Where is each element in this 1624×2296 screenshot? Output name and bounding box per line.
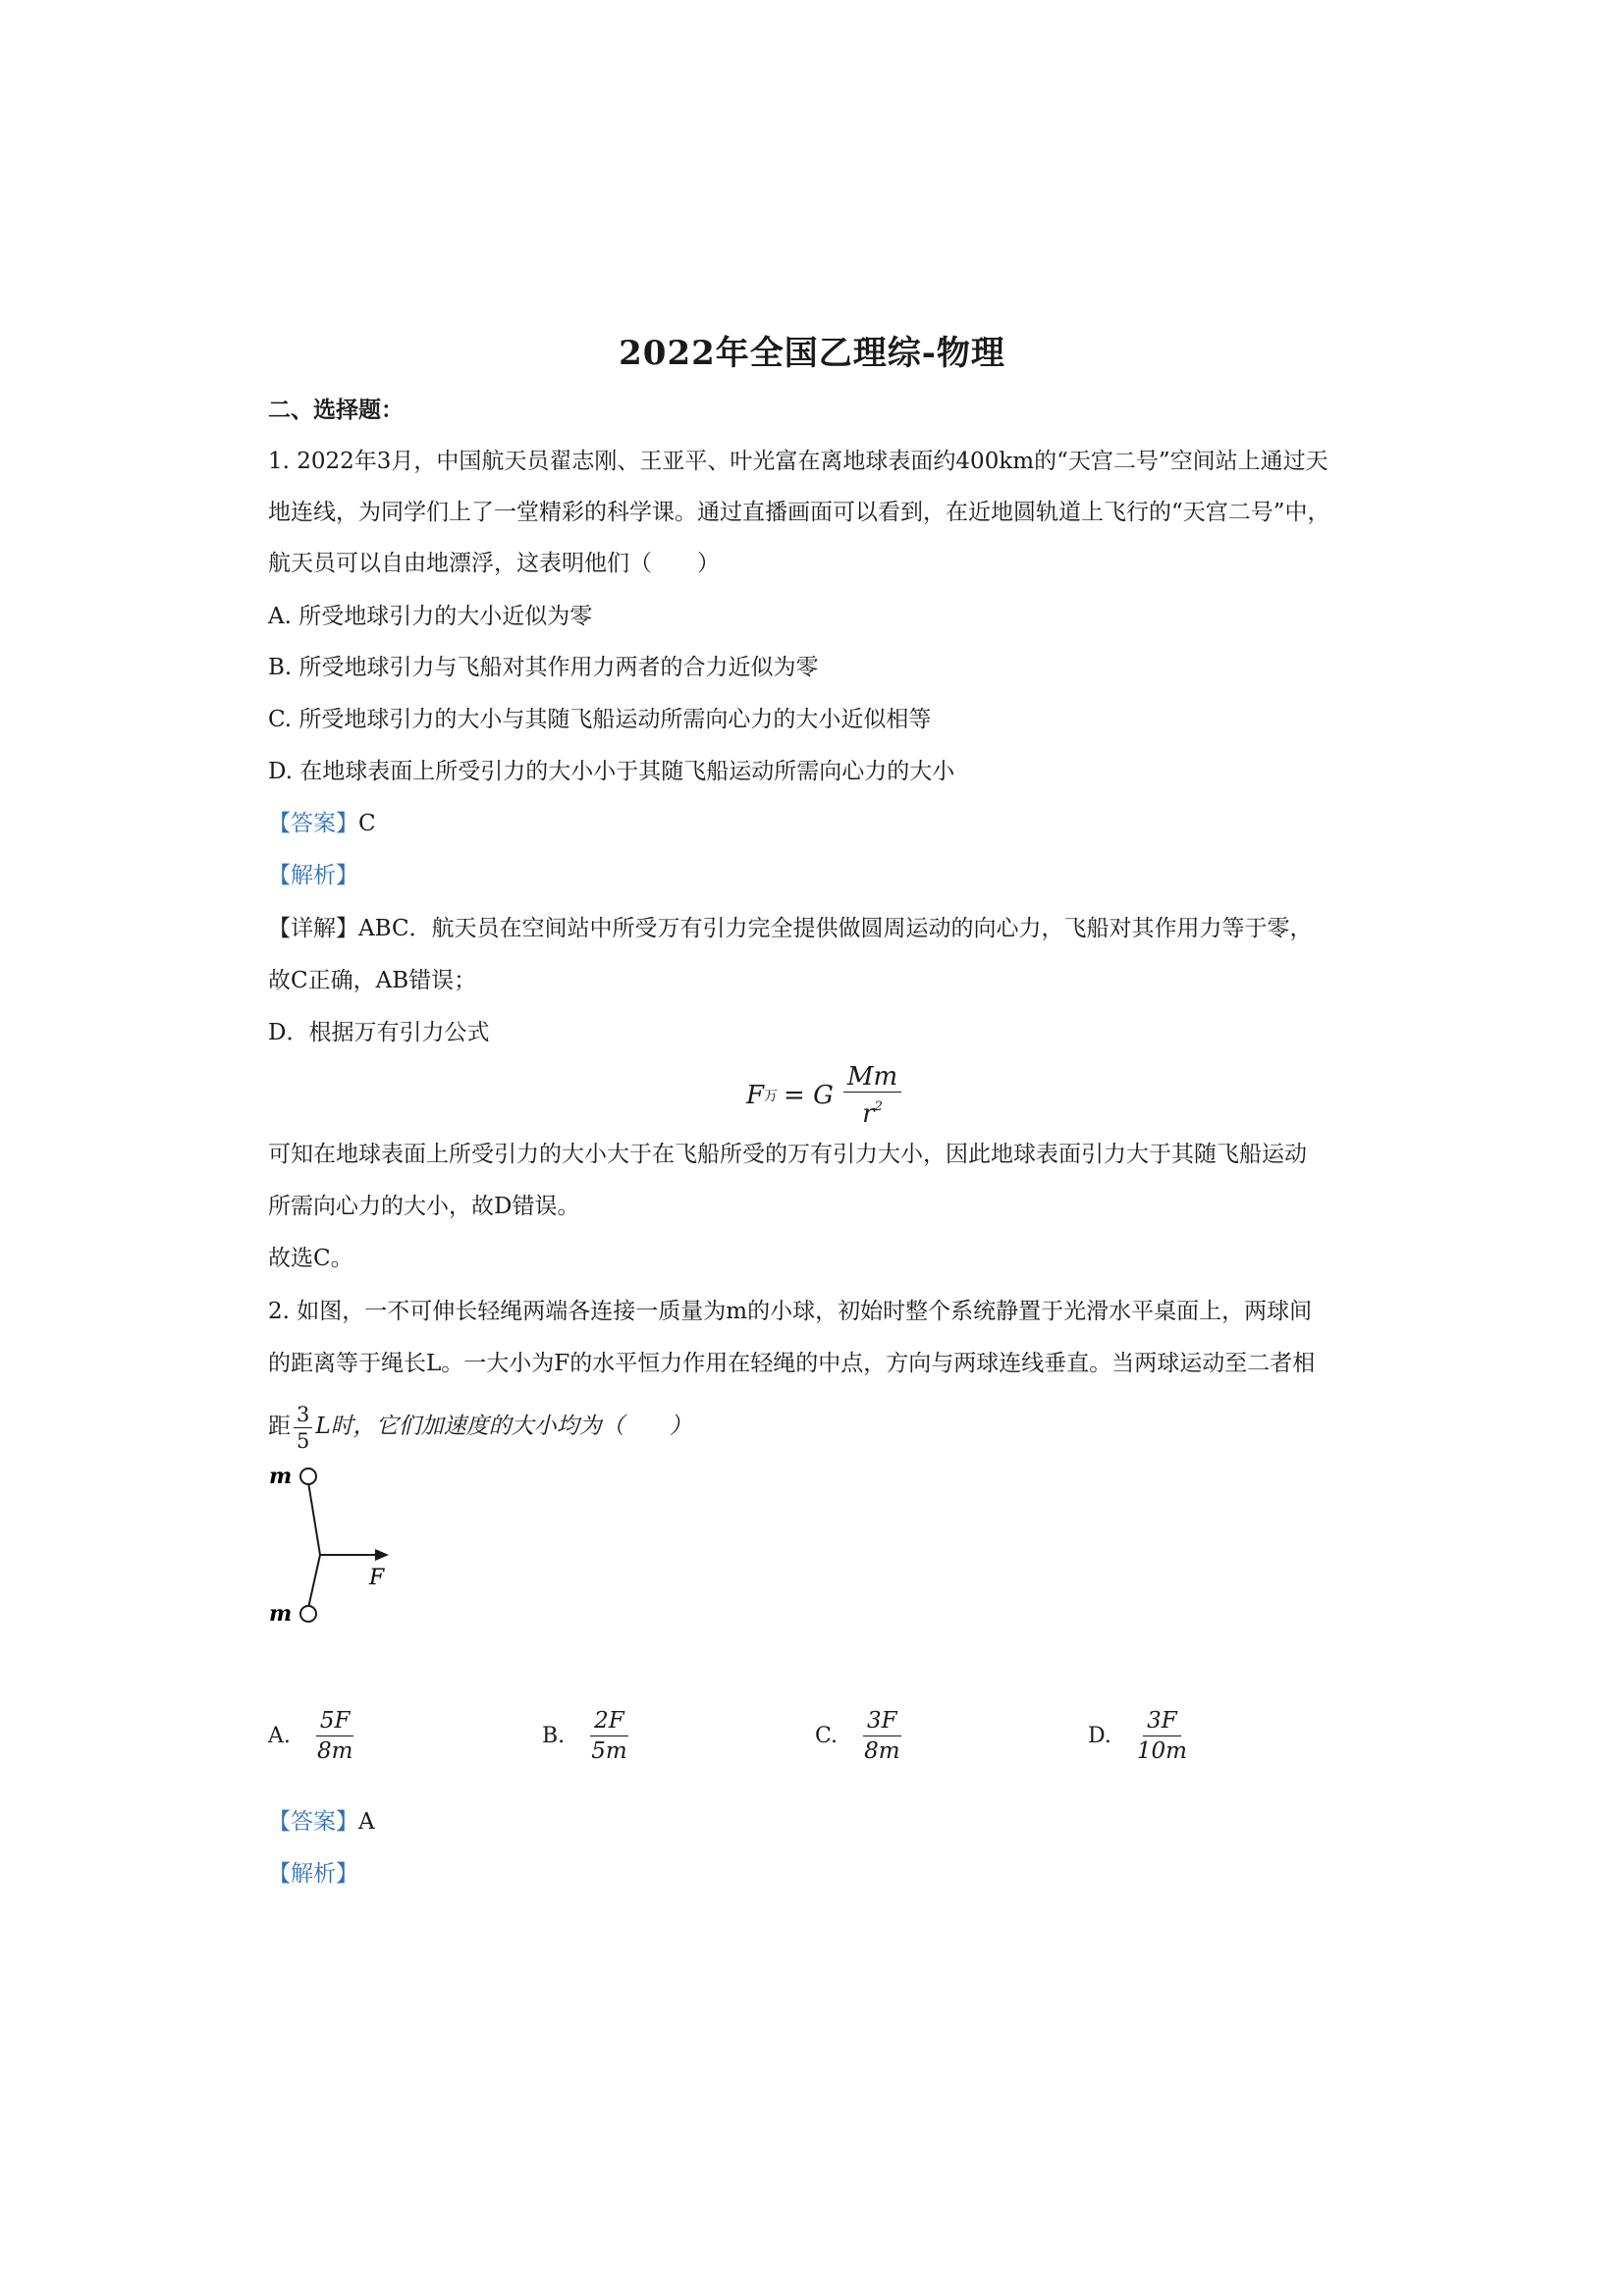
option-label: B. <box>542 1724 566 1748</box>
formula-numerator: Mm <box>843 1062 901 1093</box>
option-numerator: 5F <box>316 1706 354 1736</box>
formula-denominator <box>862 1093 883 1129</box>
q1-analysis-tag: 【解析】 <box>268 863 358 888</box>
option-label: A. <box>268 1724 291 1748</box>
q1-stem-line-2: 地连线，为同学们上了一堂精彩的科学课。通过直播画面可以看到，在近地圆轨道上飞行的“天宫二号”中， <box>268 500 1330 525</box>
q2-fraction-denominator: 5 <box>297 1428 310 1453</box>
option-denominator: 8m <box>864 1738 900 1764</box>
q1-option-d: D. 在地球表面上所受引力的大小小于其随飞船运动所需向心力的大小 <box>268 759 955 784</box>
detail-tag: 【详解】 <box>268 916 358 941</box>
option-fraction <box>590 1706 628 1766</box>
formula-fraction <box>843 1062 901 1129</box>
q2-option-b <box>542 1706 632 1766</box>
q1-detail-line-3: D．根据万有引力公式 <box>268 1020 490 1045</box>
detail-text: ABC．航天员在空间站中所受万有引力完全提供做圆周运动的向心力，飞船对其作用力等于零， <box>358 916 1313 941</box>
q2-line3-prefix: 距 <box>268 1414 291 1439</box>
option-numerator: 3F <box>1143 1706 1181 1736</box>
option-fraction <box>863 1706 901 1766</box>
formula-den-exponent: 2 <box>874 1099 883 1114</box>
q1-option-a: A. 所受地球引力的大小近似为零 <box>268 604 593 629</box>
option-fraction <box>316 1706 354 1766</box>
option-fraction <box>1137 1706 1187 1766</box>
option-numerator: 3F <box>863 1706 901 1736</box>
upper-ball <box>300 1468 316 1484</box>
option-denominator: 5m <box>591 1738 627 1764</box>
q1-detail-line-2: 故C正确，AB错误； <box>268 968 477 993</box>
q2-distance-fraction <box>294 1402 312 1454</box>
force-arrow-head <box>375 1549 389 1561</box>
section-heading: 二、选择题： <box>268 397 404 423</box>
q1-option-b: B. 所受地球引力与飞船对其作用力两者的合力近似为零 <box>268 655 819 680</box>
upper-rope-segment <box>308 1482 320 1555</box>
page-title: 2022年全国乙理综-物理 <box>619 334 1005 373</box>
q2-option-c <box>815 1706 905 1766</box>
q1-detail-line-5: 所需向心力的大小，故D错误。 <box>268 1194 580 1219</box>
formula-equals: = G <box>784 1081 834 1110</box>
option-label: D. <box>1088 1724 1111 1748</box>
q1-answer <box>268 808 1368 839</box>
answer-tag: 【答案】 <box>268 811 358 836</box>
formula-lhs-subscript: 万 <box>764 1089 779 1104</box>
answer-tag: 【答案】 <box>268 1809 358 1835</box>
q1-option-c: C. 所受地球引力的大小与其随飞船运动所需向心力的大小近似相等 <box>268 707 932 732</box>
q2-fraction-numerator: 3 <box>294 1402 312 1428</box>
answer-value: C <box>358 811 376 836</box>
q1-stem-line-3: 航天员可以自由地漂浮，这表明他们（ ） <box>268 551 720 576</box>
q1-detail-line-1 <box>268 913 1368 944</box>
option-numerator: 2F <box>590 1706 628 1736</box>
lower-mass-label: m <box>269 1601 293 1627</box>
q2-stem-line-3 <box>268 1399 1368 1454</box>
option-label: C. <box>815 1724 839 1748</box>
force-label: F <box>369 1566 385 1590</box>
q2-option-a <box>268 1706 357 1766</box>
answer-value: A <box>358 1809 375 1835</box>
q1-conclusion: 故选C。 <box>268 1246 353 1271</box>
option-denominator: 10m <box>1136 1738 1187 1764</box>
q2-stem-line-1: 2. 如图，一不可伸长轻绳两端各连接一质量为m的小球，初始时整个系统静置于光滑水平桌面上，两球间 <box>268 1299 1313 1324</box>
q2-answer <box>268 1806 1368 1838</box>
option-denominator: 8m <box>316 1738 353 1764</box>
q2-option-d <box>1088 1706 1191 1766</box>
q2-analysis-tag: 【解析】 <box>268 1861 358 1887</box>
formula-den-base: r <box>862 1099 875 1129</box>
rope-two-balls-diagram <box>263 1461 420 1628</box>
formula-lhs: F <box>746 1081 765 1110</box>
gravitation-formula <box>746 1062 905 1129</box>
q1-stem-line-1: 1. 2022年3月，中国航天员翟志刚、王亚平、叶光富在离地球表面约400km的“天宫二号”空间站上通过天 <box>268 449 1328 474</box>
upper-mass-label: m <box>269 1464 293 1489</box>
lower-rope-segment <box>308 1555 320 1608</box>
lower-ball <box>300 1606 316 1622</box>
q1-detail-line-4: 可知在地球表面上所受引力的大小大于在飞船所受的万有引力大小，因此地球表面引力大于其随飞船运动 <box>268 1142 1307 1167</box>
q2-stem-line-2: 的距离等于绳长L。一大小为F的水平恒力作用在轻绳的中点，方向与两球连线垂直。当两球运动至二者相 <box>268 1351 1316 1376</box>
q2-line3-suffix: L时，它们加速度的大小均为（ ） <box>315 1414 692 1439</box>
